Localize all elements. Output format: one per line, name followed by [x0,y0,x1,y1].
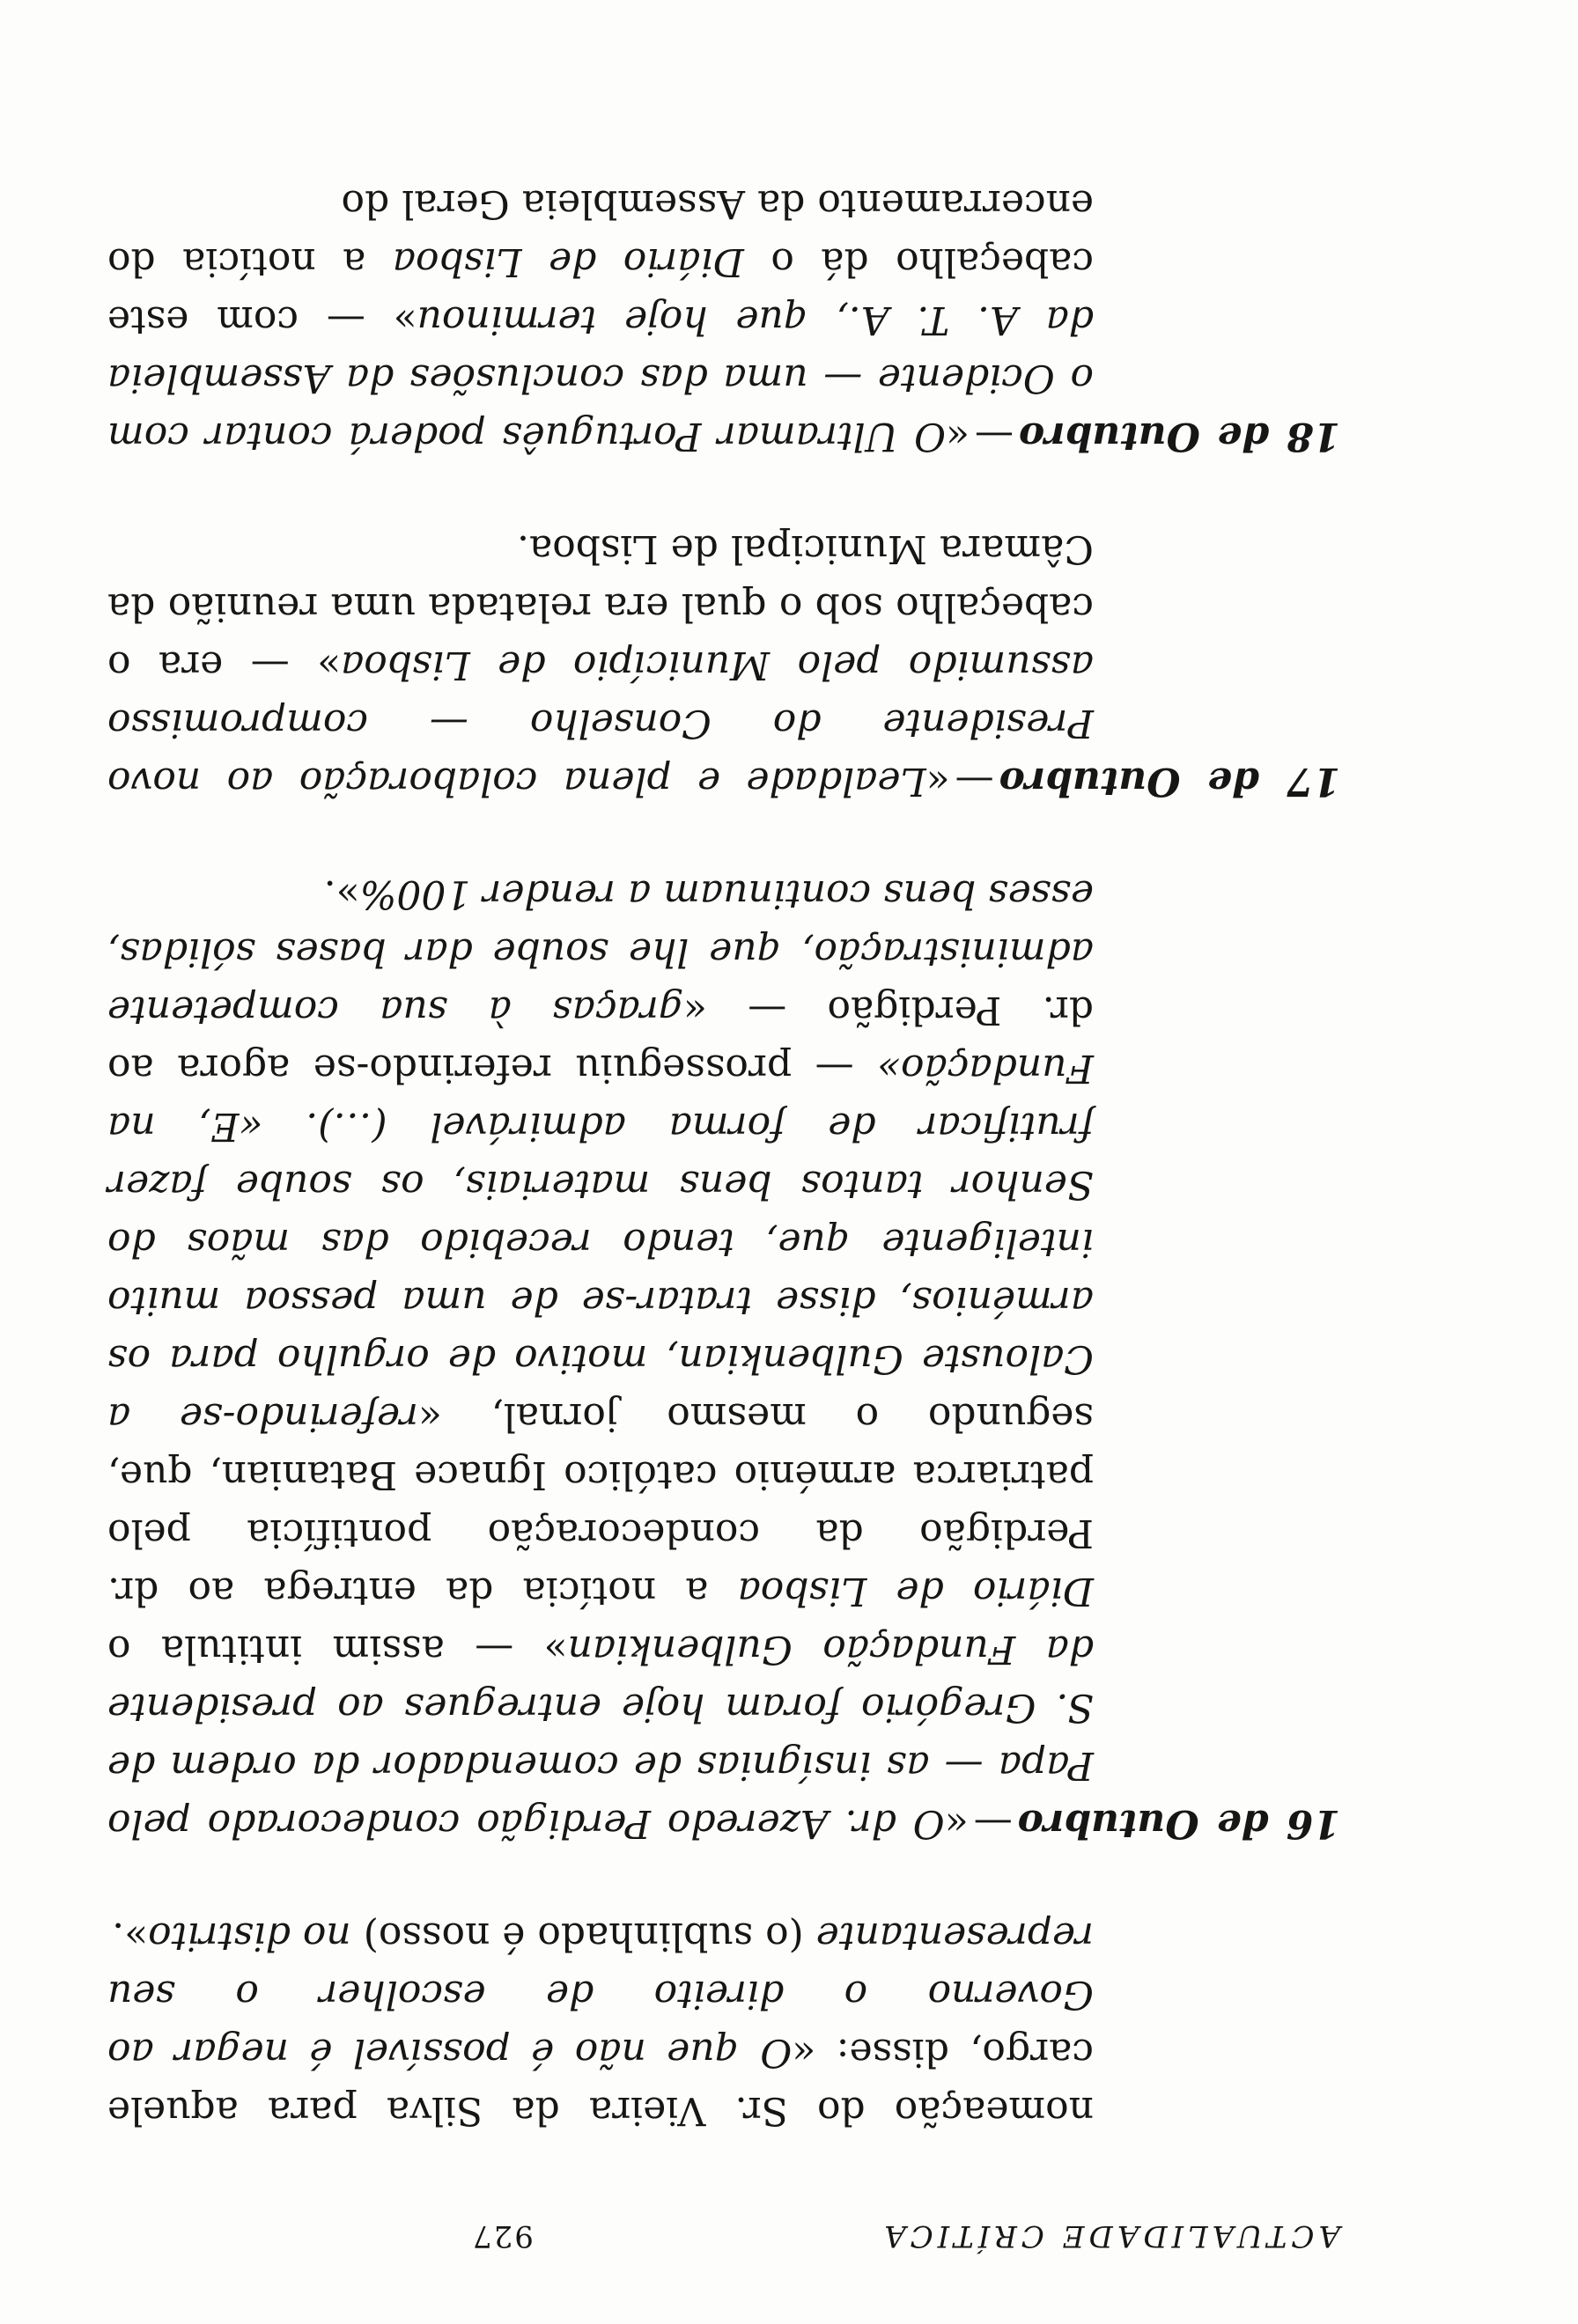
entry-text: a notícia do encerramento da Assembleia Geral do [107,181,1094,284]
entry-quote: Diário de Lisboa [737,1569,1094,1614]
chronicle-entry [107,864,1340,1852]
entry-quote: O Ultramar Português poderá contar com o Ocidente — uma das conclusões da Assembleia da A. T. A., que hoje terminou [107,298,1094,459]
entry-dash: — [975,414,1014,459]
entry-quote: Diário de Lisboa [392,239,744,284]
intro-text: (o sublinhado é nosso) [350,1914,816,1959]
entry-text: ». [323,872,360,916]
entry-text: » — com este cabeçalho dá o [107,239,1094,342]
chronicle-entry [107,519,1340,810]
page-header [110,2201,1472,2254]
entry-quote: O dr. Azeredo Perdigão condecorado pelo Papa — as insígnias de comendador da ordem de S. Gregório foram hoje entregues ao presidente da Fundação Gulbenkian [107,1627,1094,1846]
entry-text: — prosseguiu referindo-se agora ao dr. Perdigão — « [107,988,1094,1091]
entry-text: « [925,759,950,804]
entry-quote: referindo-se a Calouste Gulbenkian, motivo de orgulho para os arménios, disse tratar-se de uma pessoa muito inteligente que, tendo recebido das mãos do Senhor tantos bens materiais, os soube fazer frutificar de forma admirável (…). «E, na Fundação» [107,1046,1094,1439]
entry-dash: — [973,1801,1013,1846]
intro-quote: O que não é possível é negar ao Governo o direito de escolher o seu representante [107,1914,1094,2075]
entry-date: 16 de Outubro [1017,1801,1340,1846]
entry-date: 17 de Outubro [999,759,1340,804]
entry-text: » — assim intitula o [107,1627,568,1672]
page-body [107,174,1340,2139]
chronicle-entry [107,174,1340,465]
entry-paragraph [107,519,1340,810]
entry-text: « [946,414,970,459]
entry-text: a notícia da entrega ao dr. Perdigão da condecoração pontifícia pelo patriarca arménio católico Ignace Batanian, que, segundo o mesmo jornal, « [107,1394,1094,1614]
entry-dash: — [955,759,994,804]
entry-date: 18 de Outubro [1019,414,1340,459]
entry-paragraph [107,174,1340,465]
intro-text: nomeação do Sr. Vieira da Silva para aquele cargo, disse: « [107,2030,1094,2133]
running-title: ACTUALIDADE CRÍTICA [880,2218,1340,2254]
entry-quote: Lealdade e plena colaboração ao novo Presidente do Conselho — compromisso assumido pelo Município de Lisboa [107,643,1094,804]
intro-paragraph [107,1907,1340,2139]
entry-text: » — era o cabeçalho sob o qual era relatada uma reunião da Câmara Municipal de Lisboa. [107,526,1094,688]
intro-quote: no distrito [148,1914,351,1959]
page-number: 927 [471,2218,534,2254]
entry-quote: graças à sua competente administração, que lhe soube dar bases sólidas, esses bens continuam a render 100% [107,872,1094,1033]
entry-text: « [944,1801,969,1846]
intro-text: ». [112,1914,149,1959]
entry-paragraph [107,864,1340,1852]
